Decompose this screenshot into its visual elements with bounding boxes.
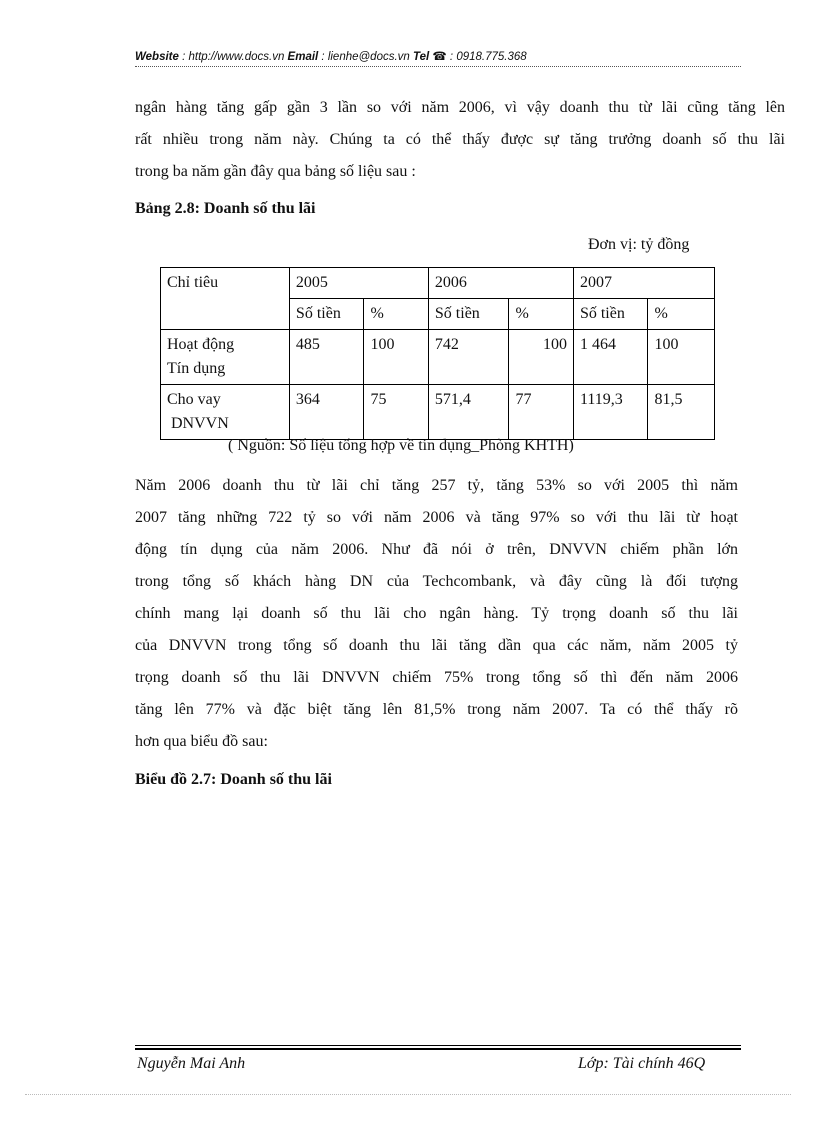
table-subheader-amount: Số tiền [428, 299, 509, 330]
table-title: Bảng 2.8: Doanh số thu lãi [135, 200, 316, 217]
table-subheader-amount: Số tiền [289, 299, 364, 330]
table-header-year: 2006 [428, 268, 573, 299]
website-label: Website [135, 51, 179, 63]
table-cell: 75 [364, 385, 428, 440]
table-cell: 1119,3 [573, 385, 648, 440]
body-line: trọng doanh số thu lãi DNVVN chiếm 75% trong tổng số thì đến năm 2006 [135, 669, 738, 686]
header-divider [135, 66, 741, 67]
website-value: : http://www.docs.vn [178, 51, 288, 63]
table-cell: 571,4 [428, 385, 509, 440]
footer-class: Lớp: Tài chính 46Q [578, 1055, 706, 1072]
table-source-note: ( Nguồn: Số liệu tổng hợp về tín dụng_Phòng KHTH) [228, 437, 574, 454]
table-subheader-percent: % [509, 299, 573, 330]
table-cell: 1 464 [573, 330, 648, 385]
table-cell: 742 [428, 330, 509, 385]
intro-line: trong ba năm gần đây qua bảng số liệu sau : [135, 163, 416, 180]
footer-divider [135, 1045, 741, 1046]
body-line: tăng lên 77% và đặc biệt tăng lên 81,5% trong năm 2007. Ta có thể thấy rõ [135, 701, 738, 718]
table-cell: 81,5 [648, 385, 715, 440]
intro-line: ngân hàng tăng gấp gần 3 lần so với năm 2006, vì vậy doanh thu từ lãi cũng tăng lên [135, 99, 785, 116]
unit-label: Đơn vị: tỷ đồng [588, 236, 690, 253]
table-cell: 100 [509, 330, 573, 385]
page-header [135, 49, 741, 63]
table-cell: 100 [364, 330, 428, 385]
table-cell: 364 [289, 385, 364, 440]
body-line: hơn qua biểu đồ sau: [135, 733, 268, 750]
chart-title: Biểu đồ 2.7: Doanh số thu lãi [135, 771, 332, 788]
body-line: Năm 2006 doanh thu từ lãi chỉ tăng 257 tỷ, tăng 53% so với 2005 thì năm [135, 477, 738, 494]
intro-line: rất nhiều trong năm này. Chúng ta có thể thấy được sự tăng trưởng doanh số thu lãi [135, 131, 785, 148]
table-cell: 77 [509, 385, 573, 440]
tel-label: Tel ☎ [413, 51, 447, 63]
table-cell: 100 [648, 330, 715, 385]
row-label-line: Hoạt động [167, 336, 235, 353]
body-line: động tín dụng của năm 2006. Như đã nói ở trên, DNVVN chiếm phần lớn [135, 541, 738, 558]
table-header-year: 2007 [573, 268, 714, 299]
body-line: chính mang lại doanh số thu lãi cho ngân hàng. Tỷ trọng doanh số thu lãi [135, 605, 738, 622]
table-cell: 485 [289, 330, 364, 385]
row-label [161, 330, 290, 385]
body-line: 2007 tăng những 722 tỷ so với năm 2006 và tăng 97% so với thu lãi từ hoạt [135, 509, 738, 526]
table-row [161, 385, 715, 440]
body-line: trong tổng số khách hàng DN của Techcombank, và đây cũng là đối tượng [135, 573, 738, 590]
email-value: : lienhe@docs.vn [318, 51, 414, 63]
page-bottom-divider [25, 1094, 791, 1095]
row-label-line: DNVVN [171, 415, 229, 432]
interest-revenue-table [160, 267, 715, 440]
table-subheader-percent: % [648, 299, 715, 330]
tel-value: : 0918.775.368 [446, 51, 527, 63]
row-label-line: Cho vay [167, 391, 221, 408]
table-subheader-amount: Số tiền [573, 299, 648, 330]
body-line: của DNVVN trong tổng số doanh thu lãi tăng dần qua các năm, năm 2005 tỷ [135, 637, 738, 654]
table-row [161, 330, 715, 385]
table-row [161, 268, 715, 299]
footer-divider [135, 1048, 741, 1050]
row-label-line: Tín dụng [167, 360, 226, 377]
footer-author: Nguyễn Mai Anh [137, 1055, 246, 1072]
table-header-year: 2005 [289, 268, 428, 299]
row-label [161, 385, 290, 440]
table-header-indicator: Chỉ tiêu [161, 268, 290, 330]
email-label: Email [287, 51, 319, 63]
table-subheader-percent: % [364, 299, 428, 330]
